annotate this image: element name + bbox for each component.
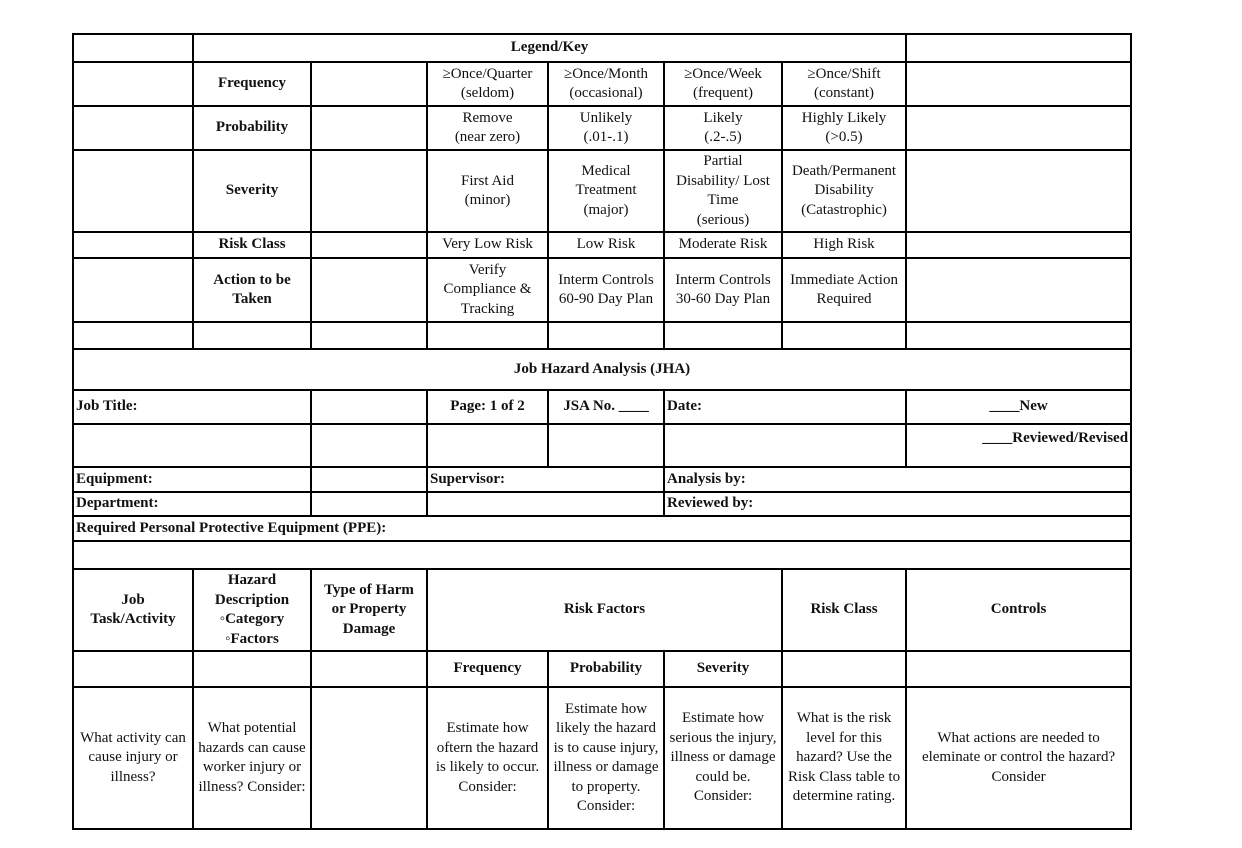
column-header-harm: Type of Harm or Property Damage: [311, 569, 427, 651]
job-title-label[interactable]: Job Title:: [73, 390, 311, 424]
equipment-label[interactable]: Equipment:: [73, 467, 311, 492]
guidance-task: What activity can cause injury or illness?: [73, 687, 193, 829]
legend-label-action: Action to be Taken: [193, 258, 311, 322]
legend-cell: Very Low Risk: [427, 232, 548, 258]
column-header-task: Job Task/Activity: [73, 569, 193, 651]
empty-cell: [73, 258, 193, 322]
legend-cell: First Aid (minor): [427, 150, 548, 232]
empty-cell: [548, 424, 664, 467]
empty-cell: [311, 390, 427, 424]
column-header-controls: Controls: [906, 569, 1131, 651]
legend-cell: ≥Once/Week (frequent): [664, 62, 782, 106]
empty-cell: [782, 322, 906, 349]
column-header-risk-factors: Risk Factors: [427, 569, 782, 651]
legend-cell: Verify Compliance & Tracking: [427, 258, 548, 322]
legend-cell: Interm Controls 60-90 Day Plan: [548, 258, 664, 322]
empty-cell: [311, 232, 427, 258]
guidance-hazard: What potential hazards can cause worker injury or illness? Consider:: [193, 687, 311, 829]
empty-cell: [73, 150, 193, 232]
column-header-hazard: Hazard Description ◦Category ◦Factors: [193, 569, 311, 651]
empty-cell: [311, 258, 427, 322]
empty-cell: [73, 232, 193, 258]
empty-cell: [73, 541, 1131, 569]
empty-cell: [311, 651, 427, 687]
legend-cell: Likely (.2-.5): [664, 106, 782, 150]
empty-cell: [782, 651, 906, 687]
legend-cell: Death/Permanent Disability (Catastrophic): [782, 150, 906, 232]
empty-cell: [906, 322, 1131, 349]
empty-cell: [427, 322, 548, 349]
legend-cell: High Risk: [782, 232, 906, 258]
legend-label-frequency: Frequency: [193, 62, 311, 106]
jsa-number-label[interactable]: JSA No. ____: [548, 390, 664, 424]
legend-label-risk-class: Risk Class: [193, 232, 311, 258]
empty-cell: [427, 424, 548, 467]
empty-cell: [906, 106, 1131, 150]
legend-cell: ≥Once/Month (occasional): [548, 62, 664, 106]
legend-cell: Interm Controls 30-60 Day Plan: [664, 258, 782, 322]
empty-cell: [311, 322, 427, 349]
empty-cell: [73, 62, 193, 106]
jha-form-table: [72, 33, 1132, 830]
empty-cell: [73, 651, 193, 687]
empty-cell: [311, 106, 427, 150]
guidance-probability: Estimate how likely the hazard is to cause injury, illness or damage to property. Consider:: [548, 687, 664, 829]
empty-cell: [906, 34, 1131, 62]
reviewed-checkbox-label[interactable]: ____Reviewed/Revised: [906, 424, 1131, 467]
page-label: Page: 1 of 2: [427, 390, 548, 424]
subheader-severity: Severity: [664, 651, 782, 687]
legend-cell: Highly Likely (>0.5): [782, 106, 906, 150]
empty-cell: [193, 651, 311, 687]
date-label[interactable]: Date:: [664, 390, 906, 424]
legend-cell: Medical Treatment (major): [548, 150, 664, 232]
subheader-probability: Probability: [548, 651, 664, 687]
empty-cell: [311, 492, 427, 516]
legend-cell: Moderate Risk: [664, 232, 782, 258]
analysis-by-label[interactable]: Analysis by:: [664, 467, 1131, 492]
guidance-controls: What actions are needed to eleminate or control the hazard? Consider: [906, 687, 1131, 829]
subheader-frequency: Frequency: [427, 651, 548, 687]
legend-cell: Partial Disability/ Lost Time (serious): [664, 150, 782, 232]
new-checkbox-label[interactable]: ____New: [906, 390, 1131, 424]
legend-cell: Remove (near zero): [427, 106, 548, 150]
empty-cell: [548, 322, 664, 349]
ppe-label[interactable]: Required Personal Protective Equipment (PPE):: [73, 516, 1131, 541]
empty-cell: [311, 424, 427, 467]
empty-cell: [906, 150, 1131, 232]
empty-cell: [311, 62, 427, 106]
guidance-severity: Estimate how serious the injury, illness or damage could be. Consider:: [664, 687, 782, 829]
empty-cell: [906, 651, 1131, 687]
guidance-frequency: Estimate how oftern the hazard is likely to occur. Consider:: [427, 687, 548, 829]
empty-cell: [193, 322, 311, 349]
jha-title: Job Hazard Analysis (JHA): [73, 349, 1131, 390]
empty-cell: [906, 258, 1131, 322]
empty-cell: [73, 106, 193, 150]
empty-cell: [73, 322, 193, 349]
legend-title: Legend/Key: [193, 34, 906, 62]
legend-cell: ≥Once/Quarter (seldom): [427, 62, 548, 106]
empty-cell: [427, 492, 664, 516]
empty-cell: [664, 424, 906, 467]
empty-cell: [311, 467, 427, 492]
column-header-risk-class: Risk Class: [782, 569, 906, 651]
empty-cell: [664, 322, 782, 349]
empty-cell: [311, 150, 427, 232]
legend-label-probability: Probability: [193, 106, 311, 150]
guidance-risk-class: What is the risk level for this hazard? Use the Risk Class table to determine rating.: [782, 687, 906, 829]
supervisor-label[interactable]: Supervisor:: [427, 467, 664, 492]
legend-cell: Unlikely (.01-.1): [548, 106, 664, 150]
reviewed-by-label[interactable]: Reviewed by:: [664, 492, 1131, 516]
empty-cell: [73, 34, 193, 62]
legend-cell: Low Risk: [548, 232, 664, 258]
empty-cell: [906, 62, 1131, 106]
legend-cell: ≥Once/Shift (constant): [782, 62, 906, 106]
empty-cell: [906, 232, 1131, 258]
legend-cell: Immediate Action Required: [782, 258, 906, 322]
empty-cell: [73, 424, 311, 467]
department-label[interactable]: Department:: [73, 492, 311, 516]
guidance-harm: [311, 687, 427, 829]
legend-label-severity: Severity: [193, 150, 311, 232]
